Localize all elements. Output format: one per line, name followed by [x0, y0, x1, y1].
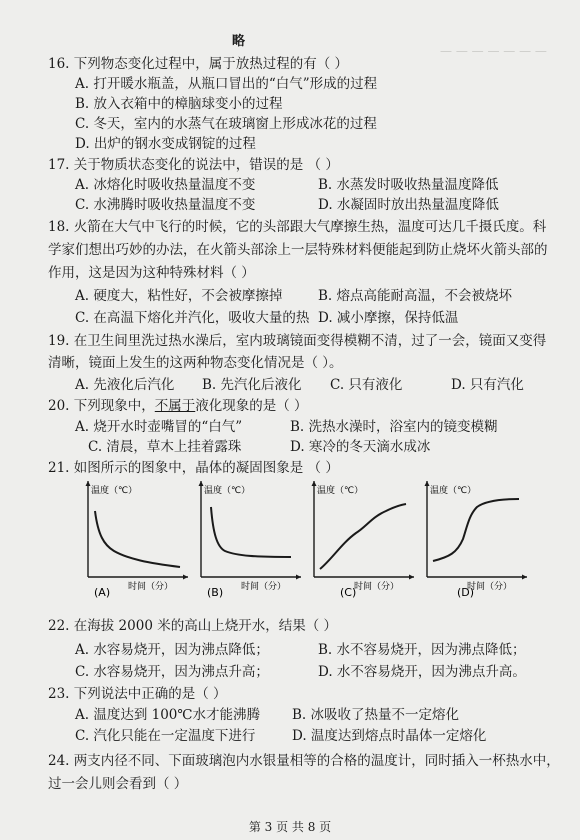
q17-option-a: A. 冰熔化时吸收热量温度不变 [75, 177, 256, 193]
q18-option-a: A. 硬度大，粘性好，不会被摩擦掉 [75, 288, 283, 304]
q21-stem: 21. 如图所示的图象中，晶体的凝固图象是 （ ） [48, 460, 339, 476]
q23-option-d: D. 温度达到熔点时晶体一定熔化 [292, 728, 487, 744]
q16-option-a: A. 打开暖水瓶盖，从瓶口冒出的“白气”形成的过程 [75, 76, 378, 92]
handwritten-mark: 略 [232, 34, 246, 49]
q20-option-d: D. 寒冷的冬天滴水成冰 [290, 439, 431, 455]
q22-option-d: D. 水不容易烧开，因为沸点升高。 [318, 664, 526, 680]
graph-b-label: (B) [207, 586, 224, 599]
q18-stem-line2: 学家们想出巧妙的办法，在火箭头部涂上一层特殊材料便能起到防止烧坏火箭头部的 [48, 242, 548, 258]
q17-stem: 17. 关于物质状态变化的说法中，错误的是 （ ） [48, 157, 339, 173]
q20-option-b: B. 洗热水澡时，浴室内的镜变模糊 [290, 419, 498, 435]
q23-option-b: B. 冰吸收了热量不一定熔化 [292, 707, 460, 723]
graph-b-ylabel: 温度（℃） [204, 486, 251, 496]
q16-option-c: C. 冬天，室内的水蒸气在玻璃窗上形成冰花的过程 [75, 116, 377, 132]
q18-option-b: B. 熔点高能耐高温，不会被烧坏 [318, 288, 513, 304]
q18-option-d: D. 减小摩擦，保持低温 [318, 310, 459, 326]
q16-stem: 16. 下列物态变化过程中，属于放热过程的有（ ） [48, 56, 349, 72]
q24-stem-line2: 过一会儿则会看到（ ） [48, 776, 188, 792]
q22-option-b: B. 水不容易烧开，因为沸点降低； [318, 642, 526, 658]
graph-b-xlabel: 时间（分） [241, 582, 287, 592]
q17-option-c: C. 水沸腾时吸收热量温度不变 [75, 197, 256, 213]
graph-c [306, 477, 418, 599]
q17-option-b: B. 水蒸发时吸收热量温度降低 [318, 177, 499, 193]
page-number: 第 3 页 共 8 页 [248, 820, 332, 834]
q18-option-c: C. 在高温下熔化并汽化，吸收大量的热 [75, 310, 310, 326]
q19-stem-line1: 19. 在卫生间里洗过热水澡后，室内玻璃镜面变得模糊不清，过了一会，镜面又变得 [48, 333, 547, 349]
q20-option-a: A. 烧开水时壶嘴冒的“白气” [75, 419, 243, 435]
q20-stem [48, 397, 308, 415]
q18-stem-line1: 18. 火箭在大气中飞行的时候，它的头部跟大气摩擦生热，温度可达几千摄氏度。科 [48, 219, 547, 235]
q19-option-b: B. 先汽化后液化 [202, 377, 302, 393]
graph-a [80, 477, 192, 599]
q23-option-c: C. 汽化只能在一定温度下进行 [75, 728, 256, 744]
q18-stem-line3: 作用，这是因为这种特殊材料（ ） [48, 265, 255, 281]
q22-option-a: A. 水容易烧开，因为沸点降低； [75, 642, 269, 658]
q16-option-d: D. 出炉的钢水变成钢锭的过程 [75, 136, 256, 152]
graph-c-ylabel: 温度（℃） [317, 486, 364, 496]
graph-a-ylabel: 温度（℃） [91, 486, 138, 496]
graph-a-xlabel: 时间（分） [128, 582, 174, 592]
q19-option-a: A. 先液化后汽化 [75, 377, 175, 393]
graph-d-label: (D) [457, 586, 475, 599]
graph-a-label: (A) [94, 586, 111, 599]
graph-b [193, 477, 305, 599]
graph-c-label: (C) [340, 586, 357, 599]
q16-option-b: B. 放入衣箱中的樟脑球变小的过程 [75, 96, 283, 112]
q19-stem-line2: 清晰，镜面上发生的这两种物态变化情况是（ ）。 [48, 355, 343, 371]
q20-stem-suffix: 液化现象的是（ ） [195, 398, 308, 414]
q20-option-c: C. 清晨，草木上挂着露珠 [88, 439, 242, 455]
graph-c-xlabel: 时间（分） [354, 582, 400, 592]
q22-stem: 22. 在海拔 2000 米的高山上烧开水，结果（ ） [48, 618, 337, 634]
q19-option-c: C. 只有液化 [330, 377, 403, 393]
q20-stem-underlined: 不属于 [154, 398, 196, 414]
q23-option-a: A. 温度达到 100℃水才能沸腾 [75, 707, 260, 723]
bleed-through-text: — — — — — — — [440, 44, 547, 58]
q17-option-d: D. 水凝固时放出热量温度降低 [318, 197, 499, 213]
q20-stem-prefix: 20. 下列现象中， [48, 398, 155, 414]
graph-d-xlabel: 时间（分） [467, 582, 513, 592]
graph-d-ylabel: 温度（℃） [430, 486, 477, 496]
graph-d [419, 477, 531, 599]
q23-stem: 23. 下列说法中正确的是（ ） [48, 686, 227, 702]
q24-stem-line1: 24. 两支内径不同、下面玻璃泡内水银量相等的合格的温度计，同时插入一杯热水中， [48, 753, 560, 769]
q19-option-d: D. 只有汽化 [451, 377, 524, 393]
q22-option-c: C. 水容易烧开，因为沸点升高； [75, 664, 269, 680]
